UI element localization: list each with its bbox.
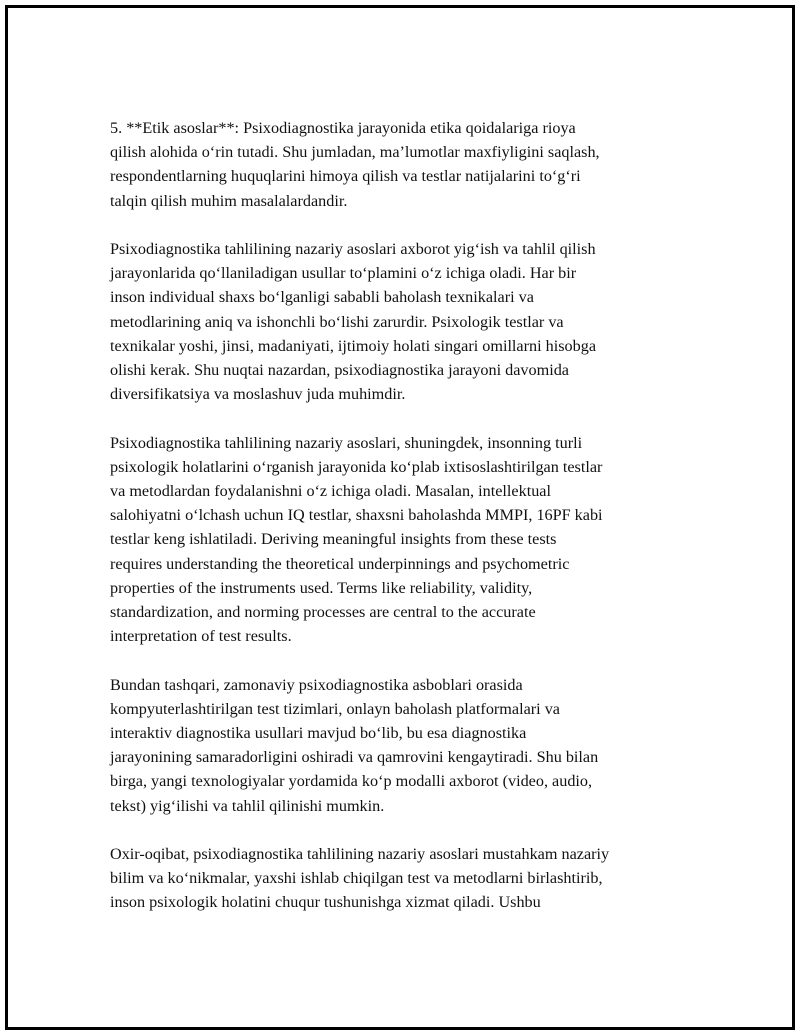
text-line: inson psixologik holatini chuqur tushunishga xizmat qiladi. Ushbu — [110, 893, 541, 912]
paragraph-tests — [110, 431, 700, 649]
text-line: respondentlarning huquqlarini himoya qilish va testlar natijalarini to‘g‘ri — [110, 167, 581, 186]
paragraph-conclusion — [110, 842, 700, 915]
text-line: requires understanding the theoretical underpinnings and psychometric — [110, 554, 570, 573]
text-line: standardization, and norming processes are central to the accurate — [110, 603, 536, 622]
text-line: Bundan tashqari, zamonaviy psixodiagnostika asboblari orasida — [110, 675, 523, 694]
paragraph-theory — [110, 237, 700, 406]
text-line: inson individual shaxs bo‘lganligi sababli baholash texnikalari va — [110, 288, 534, 307]
text-line: interaktiv diagnostika usullari mavjud bo‘lib, bu esa diagnostika — [110, 724, 527, 743]
text-line: va metodlardan foydalanishni o‘z ichiga oladi. Masalan, intellektual — [110, 482, 551, 501]
text-line: tekst) yig‘ilishi va tahlil qilinishi mumkin. — [110, 796, 385, 815]
text-line: metodlarining aniq va ishonchli bo‘lishi zarurdir. Psixologik testlar va — [110, 312, 564, 331]
text-line: diversifikatsiya va moslashuv juda muhimdir. — [110, 385, 406, 404]
text-line: bilim va ko‘nikmalar, yaxshi ishlab chiqilgan test va metodlarni birlashtirib, — [110, 869, 603, 888]
text-line: birga, yangi texnologiyalar yordamida ko‘p modalli axborot (video, audio, — [110, 772, 593, 791]
text-line: interpretation of test results. — [110, 627, 292, 646]
paragraph-modern-tools — [110, 673, 700, 818]
text-line: testlar keng ishlatiladi. Deriving meaningful insights from these tests — [110, 530, 557, 549]
text-line: Psixodiagnostika tahlilining nazariy asoslari axborot yig‘ish va tahlil qilish — [110, 240, 596, 258]
text-line: olishi kerak. Shu nuqtai nazardan, psixodiagnostika jarayoni davomida — [110, 361, 569, 380]
text-line: Psixodiagnostika tahlilining nazariy asoslari, shuningdek, insonning turli — [110, 433, 583, 452]
text-line: Oxir-oqibat, psixodiagnostika tahlilining nazariy asoslari mustahkam nazariy — [110, 845, 610, 864]
text-line: qilish alohida o‘rin tutadi. Shu jumladan, ma’lumotlar maxfiyligini saqlash, — [110, 143, 600, 162]
text-line: salohiyatni o‘lchash uchun IQ testlar, shaxsni baholashda MMPI, 16PF kabi — [110, 506, 603, 525]
text-line: psixologik holatlarini o‘rganish jarayonida ko‘plab ixtisoslashtirilgan testlar — [110, 457, 603, 476]
text-line: jarayonlarida qo‘llaniladigan usullar to‘plamini o‘z ichiga oladi. Har bir — [110, 264, 577, 283]
document-body — [110, 116, 700, 939]
text-line: kompyuterlashtirilgan test tizimlari, onlayn baholash platformalari va — [110, 699, 560, 718]
text-line: texnikalar yoshi, jinsi, madaniyati, ijtimoiy holati singari omillarni hisobga — [110, 336, 597, 355]
text-line: 5. **Etik asoslar**: Psixodiagnostika jarayonida etika qoidalariga rioya — [110, 119, 576, 137]
text-line: properties of the instruments used. Terms like reliability, validity, — [110, 578, 533, 597]
text-line: jarayonining samaradorligini oshiradi va qamrovini kengaytiradi. Shu bilan — [110, 748, 599, 767]
paragraph-ethics — [110, 116, 700, 213]
text-line: talqin qilish muhim masalalardandir. — [110, 191, 348, 210]
